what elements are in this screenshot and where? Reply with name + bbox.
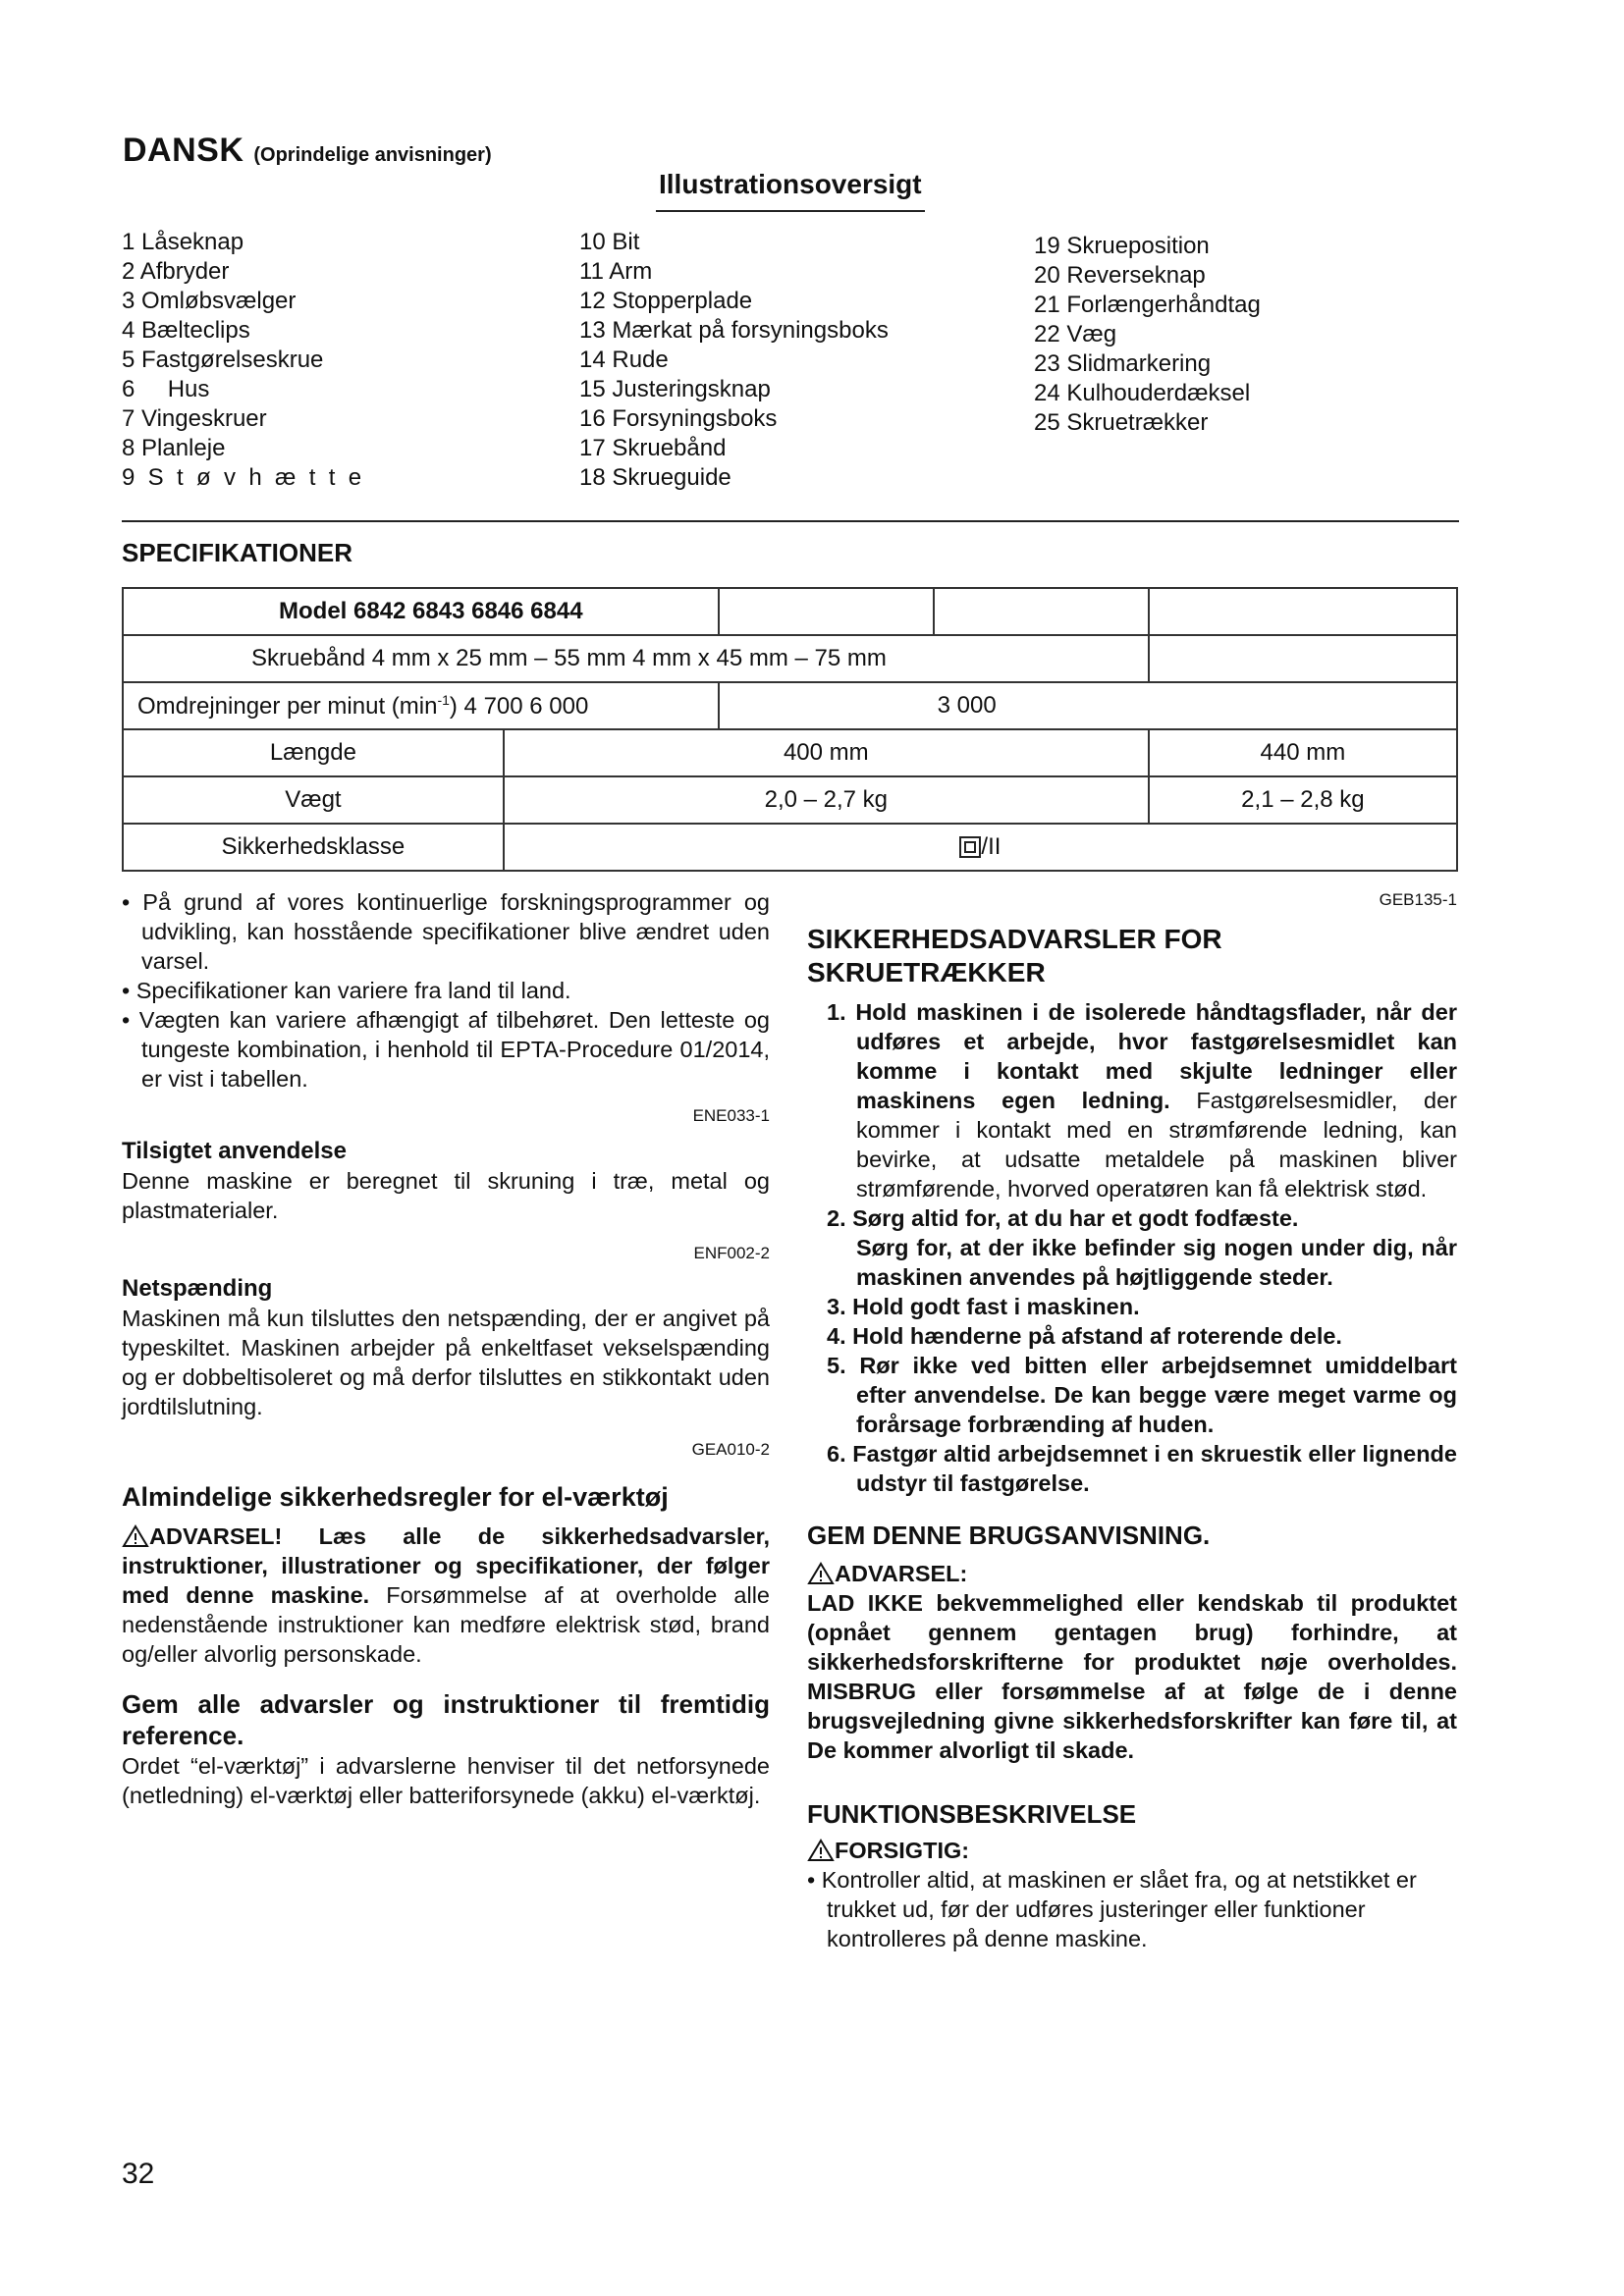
rpm-superscript: -1 — [437, 691, 450, 708]
function-description-heading: FUNKTIONSBESKRIVELSE — [807, 1799, 1137, 1829]
table-row — [123, 824, 1457, 871]
keep-warnings-heading: Gem alle advarsler og instruktioner til fremtidig reference. — [122, 1689, 770, 1750]
caution-text: • Kontroller altid, at maskinen er slået fra, og at netstikket er trukket ud, før der udføres justeringer eller funktioner kontrolleres på denne maskine. — [807, 1867, 1417, 1951]
part-item: 5 Fastgørelseskrue — [122, 347, 324, 373]
general-warning-paragraph — [122, 1522, 770, 1669]
spec-note: • På grund af vores kontinuerlige forskningsprogrammer og udvikling, kan hosstående specifikationer blive ændret uden varsel. — [122, 889, 770, 974]
warning-triangle-icon — [807, 1839, 835, 1862]
table-cell — [934, 588, 1149, 635]
part-item: 17 Skruebånd — [579, 435, 727, 461]
part-item: 7 Vingeskruer — [122, 405, 267, 432]
safety-class-value-cell — [504, 824, 1457, 871]
warning-triangle-icon — [807, 1562, 835, 1585]
warning-triangle-icon — [122, 1524, 149, 1548]
table-row — [123, 682, 1457, 729]
doc-code: GEA010-2 — [691, 1440, 770, 1459]
part-item: 10 Bit — [579, 229, 640, 255]
table-cell — [1149, 588, 1457, 635]
table-cell — [1149, 635, 1457, 682]
rpm-label: Omdrejninger per minut (min — [137, 692, 438, 720]
table-row — [123, 729, 1457, 776]
part-item: 22 Væg — [1034, 321, 1117, 347]
parts-list-col2 — [579, 228, 889, 493]
part-item: 11 Arm — [579, 258, 653, 285]
language-note: (Oprindelige anvisninger) — [253, 144, 492, 166]
safety-item — [807, 997, 1457, 1203]
length-value-cell: 400 mm — [504, 729, 1149, 776]
document-language-heading — [123, 132, 492, 170]
safety-item-1-bold: 1. Hold maskinen i de isolerede håndtagsflader, når der udføres et arbejde, hvor fastgørelsesmidlet kan komme i kontakt med skjulte ledninger eller maskinens egen ledning. — [827, 999, 1457, 1113]
spec-note: • Vægten kan variere afhængigt af tilbehøret. Den letteste og tungeste kombination, i henhold til EPTA-Procedure 01/2014, er vist i tabellen. — [122, 1007, 770, 1092]
safety-class-value: /II — [981, 833, 1001, 860]
part-item: 18 Skrueguide — [579, 464, 731, 491]
intended-use-heading: Tilsigtet anvendelse — [122, 1138, 347, 1164]
safety-item: 5. Rør ikke ved bitten eller arbejdsemnet umiddelbart efter anvendelse. De kan begge være meget varme og forårsage forbrænding af huden. — [827, 1353, 1457, 1437]
language-label: DANSK — [123, 132, 244, 169]
length-value-cell: 440 mm — [1149, 729, 1457, 776]
screwdriver-safety-heading: SIKKERHEDSADVARSLER FOR SKRUETRÆKKER — [807, 924, 1222, 988]
weight-label-cell: Vægt — [123, 776, 504, 824]
doc-code: ENF002-2 — [693, 1244, 770, 1262]
title-underline — [656, 210, 925, 212]
part-item: 3 Omløbsvælger — [122, 288, 297, 314]
safety-item-sub: Sørg for, at der ikke befinder sig nogen under dig, når maskinen anvendes på højtliggende steder. — [856, 1235, 1457, 1290]
part-item: 8 Planleje — [122, 435, 226, 461]
power-supply-heading: Netspænding — [122, 1275, 273, 1302]
doc-code: GEB135-1 — [1379, 890, 1457, 909]
specifications-table — [122, 587, 1458, 872]
page-number: 32 — [122, 2158, 155, 2190]
parts-list-col1 — [122, 228, 361, 493]
part-item: 24 Kulhouderdæksel — [1034, 380, 1251, 406]
part-item: 13 Mærkat på forsyningsboks — [579, 317, 889, 344]
part-item: 20 Reverseknap — [1034, 262, 1206, 289]
section-divider — [122, 520, 1459, 522]
spec-note: • Specifikationer kan variere fra land til land. — [122, 978, 571, 1003]
parts-list-col3 — [1034, 232, 1261, 438]
table-row — [123, 635, 1457, 682]
rpm-cell — [123, 682, 719, 729]
part-item: 4 Bælteclips — [122, 317, 250, 344]
safety-item: 6. Fastgør altid arbejdsemnet i en skruestik eller lignende udstyr til fastgørelse. — [827, 1441, 1457, 1496]
right-column — [807, 889, 1457, 1953]
part-item: 6 Hus — [122, 376, 210, 402]
table-row — [123, 588, 1457, 635]
safety-item-1-text: Fastgørelsesmidler, der kommer i kontakt med en strømførende ledning, kan bevirke, at udsatte metaldele på maskinen bliver strømførende, hvorved operatøren kan få elektrisk stød. — [856, 1088, 1457, 1201]
table-row — [123, 776, 1457, 824]
part-item: 12 Stopperplade — [579, 288, 753, 314]
rpm-value-cell: 3 000 — [719, 682, 1457, 729]
part-item: 21 Forlængerhåndtag — [1034, 292, 1261, 318]
safety-class-label-cell: Sikkerhedsklasse — [123, 824, 504, 871]
table-cell — [719, 588, 935, 635]
part-item: 19 Skrueposition — [1034, 233, 1210, 259]
general-warning-text: Forsømmelse af at overholde alle nedenstående instruktioner kan medføre elektrisk stød, brand og/eller alvorlig personskade. — [122, 1582, 770, 1667]
part-item: 1 Låseknap — [122, 229, 244, 255]
safety-item: 2. Sørg altid for, at du har et godt fodfæste. — [827, 1205, 1299, 1231]
caution-label — [807, 1836, 1457, 1865]
left-column — [122, 887, 770, 1810]
doc-code: ENE033-1 — [692, 1106, 770, 1125]
part-item: 14 Rude — [579, 347, 669, 373]
intended-use-text: Denne maskine er beregnet til skruning i træ, metal og plastmaterialer. — [122, 1168, 770, 1223]
part-item: 2 Afbryder — [122, 258, 230, 285]
keep-warnings-text: Ordet “el-værktøj” i advarslerne henviser til det netforsynede (netledning) el-værktøj eller batteriforsynede (akku) el-værktøj. — [122, 1753, 770, 1808]
screw-band-cell: Skruebånd 4 mm x 25 mm – 55 mm 4 mm x 45 mm – 75 mm — [123, 635, 1149, 682]
part-item: 23 Slidmarkering — [1034, 350, 1212, 377]
part-item: 9 S t ø v h æ t t e — [122, 464, 362, 491]
power-supply-text: Maskinen må kun tilsluttes den netspænding, der er angivet på typeskiltet. Maskinen arbejder på enkeltfaset vekselspænding og er dobbeltisoleret og må derfor tilsluttes en stikkontakt uden jordtilslutning. — [122, 1306, 770, 1419]
caution-label-text: FORSIGTIG: — [835, 1838, 970, 1863]
general-safety-heading: Almindelige sikkerhedsregler for el-værktøj — [122, 1482, 669, 1512]
weight-value-cell: 2,0 – 2,7 kg — [504, 776, 1149, 824]
warning-label-text: ADVARSEL: — [835, 1561, 968, 1586]
part-item: 15 Justeringsknap — [579, 376, 771, 402]
specifications-heading: SPECIFIKATIONER — [122, 538, 352, 567]
warning-text: LAD IKKE bekvemmelighed eller kendskab til produktet (opnået gennem gentagen brug) forhindre, at sikkerhedsforskrifterne for produktet nøje overholdes. MISBRUG eller forsømmelse af at følge de i denne brugsvejledning givne sikkerhedsforskrifter kan føre til, at De kommer alvorligt til skade. — [807, 1590, 1457, 1763]
general-warning-bold: ADVARSEL! Læs alle de sikkerhedsadvarsler, instruktioner, illustrationer og specifikationer, der følger med denne maskine. — [122, 1523, 770, 1608]
warning-label — [807, 1559, 1457, 1588]
double-insulation-icon — [959, 836, 981, 858]
part-item: 25 Skruetrækker — [1034, 409, 1209, 436]
length-label-cell: Længde — [123, 729, 504, 776]
part-item: 16 Forsyningsboks — [579, 405, 778, 432]
keep-manual-heading: GEM DENNE BRUGSANVISNING. — [807, 1521, 1211, 1550]
weight-value-cell: 2,1 – 2,8 kg — [1149, 776, 1457, 824]
safety-item: 3. Hold godt fast i maskinen. — [827, 1294, 1140, 1319]
rpm-values: ) 4 700 6 000 — [449, 692, 589, 720]
model-cell: Model 6842 6843 6846 6844 — [123, 588, 719, 635]
illustration-overview-title: Illustrationsoversigt — [659, 169, 922, 199]
safety-item: 4. Hold hænderne på afstand af roterende dele. — [827, 1323, 1342, 1349]
